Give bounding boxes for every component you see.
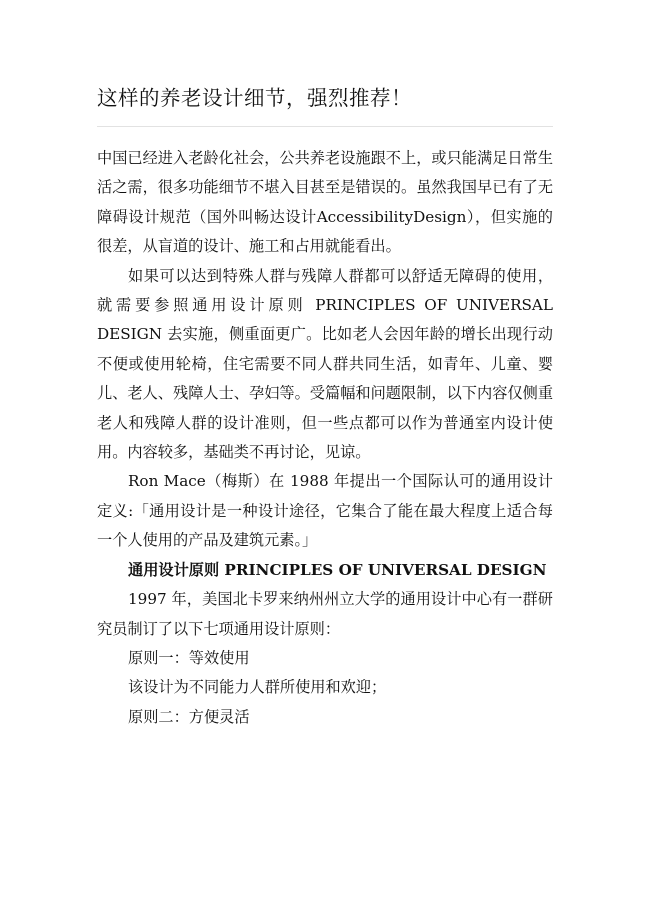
title-divider	[97, 126, 553, 127]
principle-2-title: 原则二：方便灵活	[128, 707, 250, 726]
article-body	[97, 144, 553, 732]
principle-1-description: 该设计为不同能力人群所使用和欢迎；	[128, 678, 387, 697]
section-heading: 通用设计原则 PRINCIPLES OF UNIVERSAL DESIGN	[128, 560, 547, 579]
paragraph-ron-mace: Ron Mace（梅斯）在 1988 年提出一个国际认可的通用设计定义:「通用设计是一种设计途径，它集合了能在最大程度上适合每一个人使用的产品及建筑元素。」	[97, 472, 553, 550]
paragraph-universal-design: 如果可以达到特殊人群与残障人群都可以舒适无障碍的使用，就需要参照通用设计原则 PRINCIPLES OF UNIVERSAL DESIGN 去实施，侧重面更广。比如老人会因年龄的增长出现行动不便或使用轮椅，住宅需要不同人群共同生活，如青年、儿童、婴儿、老人、残障人士、孕妇等。受篇幅和问题限制，以下内容仅侧重老人和残障人群的设计准则，但一些点都可以作为普通室内设计使用。内容较多，基础类不再讨论，见谅。	[97, 266, 553, 462]
paragraph-intro: 中国已经进入老龄化社会，公共养老设施跟不上，或只能满足日常生活之需，很多功能细节不堪入目甚至是错误的。虽然我国早已有了无障碍设计规范（国外叫畅达设计AccessibilityDesign），但实施的很差，从盲道的设计、施工和占用就能看出。	[97, 149, 553, 256]
paragraph-history: 1997 年，美国北卡罗来纳州州立大学的通用设计中心有一群研究员制订了以下七项通用设计原则：	[97, 590, 553, 638]
page-title: 这样的养老设计细节，强烈推荐！	[97, 86, 412, 110]
principle-1-title: 原则一：等效使用	[128, 648, 250, 667]
